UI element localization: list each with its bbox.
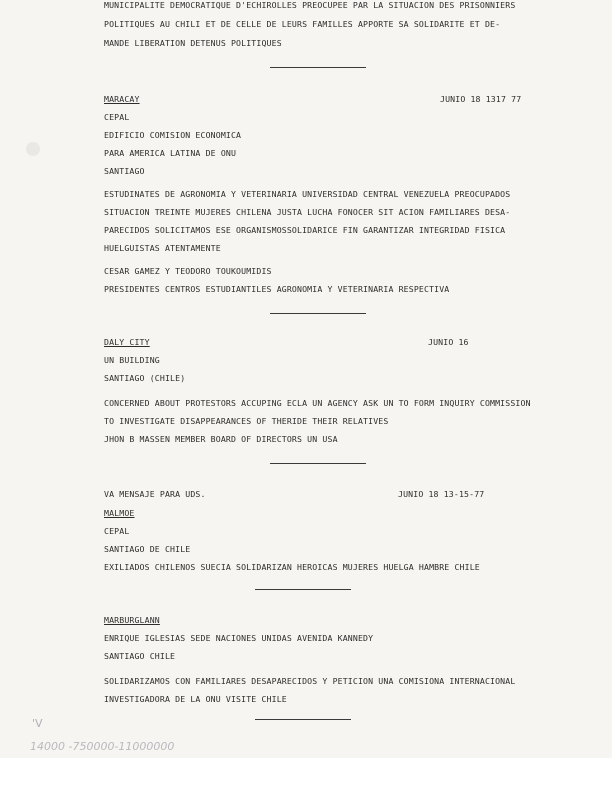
separator-rule <box>255 589 351 590</box>
margin-mark: 'V <box>32 717 43 730</box>
marburglann-city: MARBURGLANN <box>104 615 160 625</box>
maracay-addr-4: SANTIAGO <box>104 166 145 176</box>
daly-city-addr-1: UN BUILDING <box>104 355 160 365</box>
intro-line-3: MANDE LIBERATION DETENUS POLITIQUES <box>104 38 282 48</box>
daly-city-date: JUNIO 16 <box>428 337 469 347</box>
maracay-city: MARACAY <box>104 94 140 104</box>
malmoe-date: JUNIO 18 13-15-77 <box>398 489 485 499</box>
handwritten-note: 14000 -750000-11000000 <box>30 740 175 753</box>
separator-rule <box>270 463 366 464</box>
daly-city-city: DALY CITY <box>104 337 150 347</box>
intro-line-2: POLITIQUES AU CHILI ET DE CELLE DE LEURS FAMILLES APPORTE SA SOLIDARITE ET DE- <box>104 19 501 29</box>
maracay-date: JUNIO 18 1317 77 <box>440 94 522 104</box>
punch-hole <box>26 142 40 156</box>
malmoe-addr-2: SANTIAGO DE CHILE <box>104 544 191 554</box>
malmoe-city: MALMOE <box>104 508 135 518</box>
marburglann-body-2: INVESTIGADORA DE LA ONU VISITE CHILE <box>104 694 287 704</box>
maracay-body-2: SITUACION TREINTE MUJERES CHILENA JUSTA LUCHA FONOCER SIT ACION FAMILIARES DESA- <box>104 207 511 217</box>
malmoe-body-1: EXILIADOS CHILENOS SUECIA SOLIDARIZAN HEROICAS MUJERES HUELGA HAMBRE CHILE <box>104 562 480 572</box>
maracay-addr-2: EDIFICIO COMISION ECONOMICA <box>104 130 242 140</box>
marburglann-addr-2: SANTIAGO CHILE <box>104 651 176 661</box>
marburglann-body-1: SOLIDARIZAMOS CON FAMILIARES DESAPARECIDOS Y PETICION UNA COMISIONA INTERNACIONAL <box>104 676 516 686</box>
marburglann-addr-1: ENRIQUE IGLESIAS SEDE NACIONES UNIDAS AVENIDA KANNEDY <box>104 633 374 643</box>
daly-city-body-1: CONCERNED ABOUT PROTESTORS ACCUPING ECLA UN AGENCY ASK UN TO FORM INQUIRY COMMISSION <box>104 398 531 408</box>
intro-line-1: MUNICIPALITE DEMOCRATIQUE D'ECHIROLLES PREOCUPEE PAR LA SITUACION DES PRISONNIERS <box>104 0 516 10</box>
daly-city-body-3: JHON B MASSEN MEMBER BOARD OF DIRECTORS UN USA <box>104 434 338 444</box>
separator-rule <box>270 67 366 68</box>
maracay-body-4: HUELGUISTAS ATENTAMENTE <box>104 243 221 253</box>
maracay-signature-1: CESAR GAMEZ Y TEODORO TOUKOUMIDIS <box>104 266 272 276</box>
separator-rule <box>255 719 351 720</box>
maracay-addr-1: CEPAL <box>104 112 130 122</box>
maracay-addr-3: PARA AMERICA LATINA DE ONU <box>104 148 237 158</box>
malmoe-addr-1: CEPAL <box>104 526 130 536</box>
separator-rule <box>270 313 366 314</box>
maracay-body-1: ESTUDINATES DE AGRONOMIA Y VETERINARIA UNIVERSIDAD CENTRAL VENEZUELA PREOCUPADOS <box>104 189 511 199</box>
malmoe-note: VA MENSAJE PARA UDS. <box>104 489 206 499</box>
maracay-body-3: PARECIDOS SOLICITAMOS ESE ORGANISMOSSOLIDARICE FIN GARANTIZAR INTEGRIDAD FISICA <box>104 225 506 235</box>
maracay-signature-2: PRESIDENTES CENTROS ESTUDIANTILES AGRONOMIA Y VETERINARIA RESPECTIVA <box>104 284 450 294</box>
daly-city-addr-2: SANTIAGO (CHILE) <box>104 373 186 383</box>
daly-city-body-2: TO INVESTIGATE DISAPPEARANCES OF THERIDE THEIR RELATIVES <box>104 416 389 426</box>
